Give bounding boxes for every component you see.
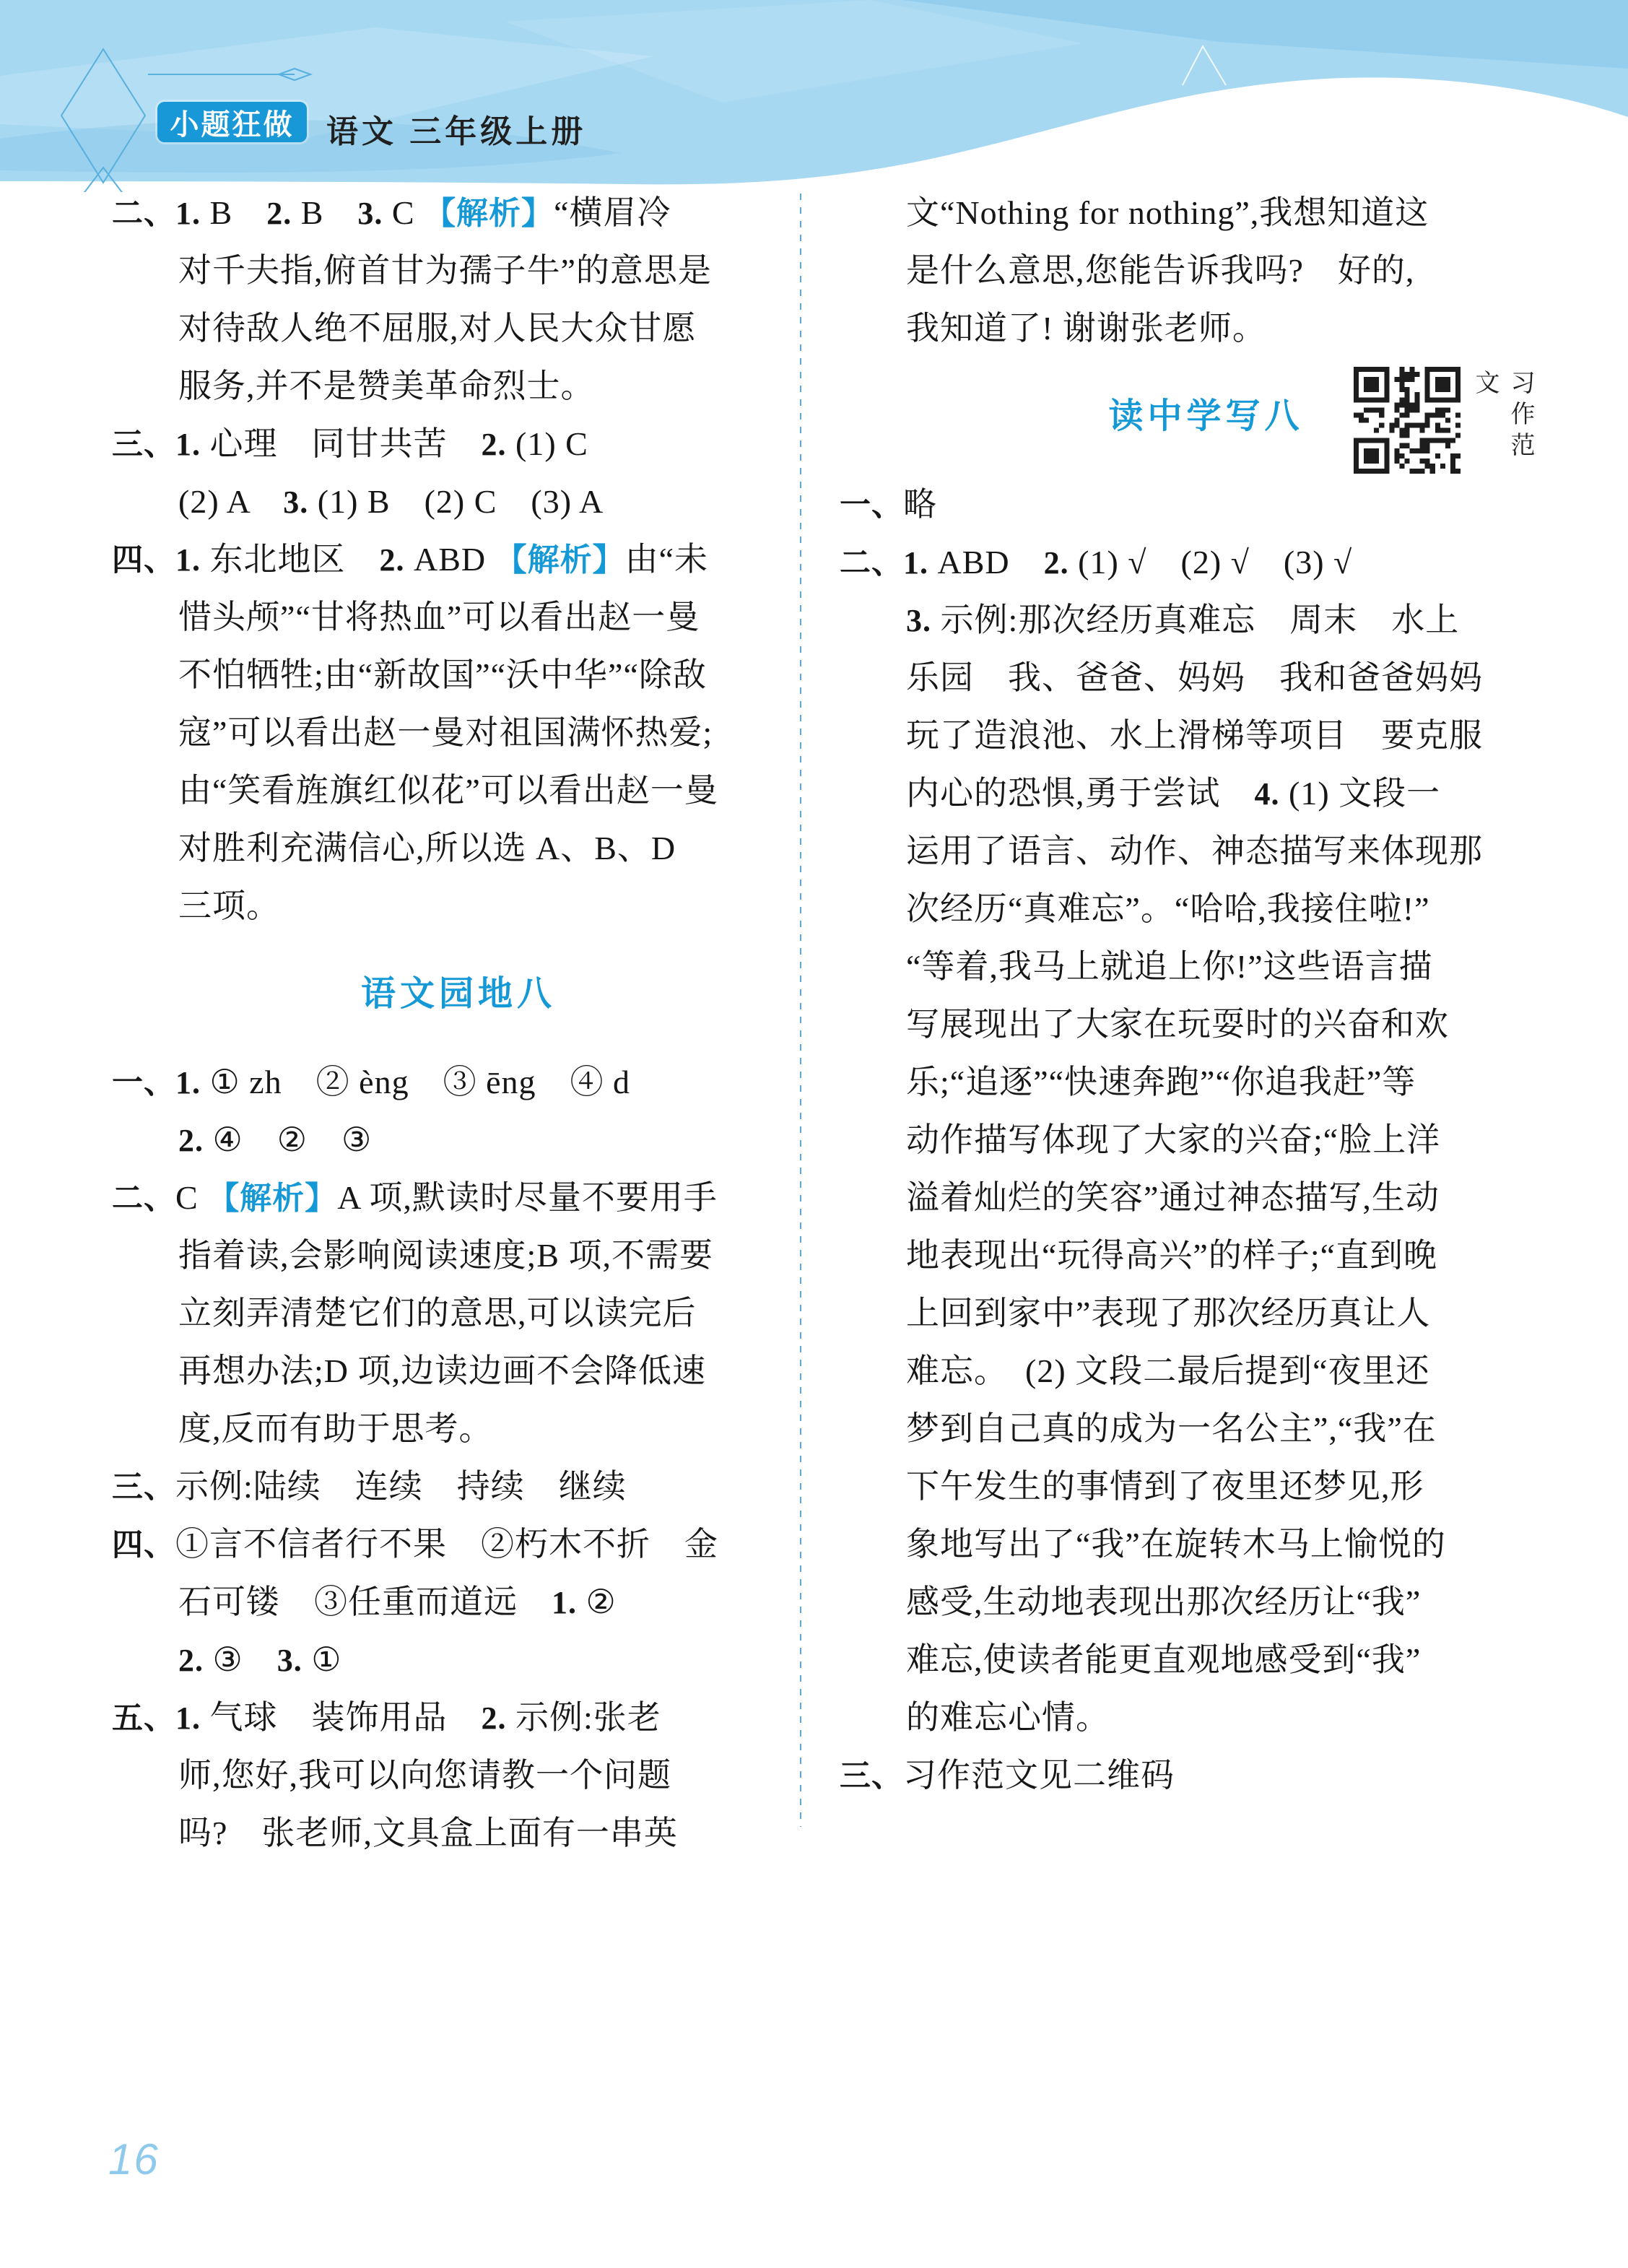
answer-text: 石可镂 ③任重而道远	[178, 1583, 552, 1620]
answer-text-line	[112, 1631, 805, 1689]
answer-text: ④ ② ③	[204, 1121, 373, 1158]
answer-text: (1) B (2) C (3) A	[308, 483, 604, 520]
answer-text: 1.	[903, 545, 928, 581]
answer-text: 2.	[178, 1643, 204, 1678]
answer-text: ①	[302, 1641, 342, 1678]
answer-text-line	[112, 1342, 805, 1400]
answer-text: 指着读,会影响阅读速度;B 项,不需要	[178, 1237, 713, 1274]
answer-text-line	[112, 1747, 805, 1804]
answer-text: 不怕牺牲;由“新故国”“沃中华”“除敌	[178, 656, 707, 693]
answer-text-line	[840, 1631, 1572, 1689]
answer-text-line	[840, 1342, 1572, 1400]
question-marker: 三、	[112, 427, 175, 462]
answer-text-line	[840, 1516, 1572, 1573]
answer-text-line	[840, 822, 1572, 880]
answer-text: 1.	[175, 542, 201, 578]
answer-text: 1.	[175, 196, 201, 231]
right-answer-column	[840, 184, 1572, 1804]
page-header-banner	[0, 0, 1628, 192]
answer-text: 3.	[283, 485, 309, 520]
answer-text-line	[840, 996, 1572, 1053]
answer-text: 写展现出了大家在玩耍时的兴奋和欢	[906, 1006, 1449, 1043]
answer-text: ① zh ② èng ③ ēng ④ d	[201, 1064, 630, 1100]
answer-text: 3.	[906, 603, 931, 638]
answer-text-line	[112, 300, 805, 357]
answer-text-line	[112, 1053, 805, 1111]
answer-text: 吗? 张老师,文具盒上面有一串英	[178, 1815, 678, 1851]
answer-text-line	[840, 1747, 1572, 1804]
answer-text-line	[112, 877, 805, 935]
answer-text: 立刻弄清楚它们的意思,可以读完后	[178, 1295, 697, 1331]
answer-text-line	[112, 184, 805, 242]
analysis-tag: 【解析】	[207, 1181, 338, 1216]
answer-text: 梦到自己真的成为一名公主”,“我”在	[906, 1410, 1437, 1447]
answer-text-line	[112, 473, 805, 531]
answer-text-line	[840, 1169, 1572, 1227]
answer-text-line	[112, 1804, 805, 1862]
answer-text: 惜头颅”“甘将热血”可以看出赵一曼	[178, 599, 700, 635]
answer-text-line	[112, 1111, 805, 1169]
answer-text: ③	[204, 1641, 277, 1678]
answer-text: ②	[577, 1583, 617, 1620]
answer-text: 上回到家中”表现了那次经历真让人	[906, 1295, 1431, 1331]
answer-text-line	[840, 1111, 1572, 1169]
answer-text: ①言不信者行不果 ②朽木不折 金	[175, 1526, 718, 1563]
answer-text: 动作描写体现了大家的兴奋;“脸上洋	[906, 1121, 1441, 1158]
answer-text-line	[112, 357, 805, 415]
answer-text: 寇”可以看出赵一曼对祖国满怀热爱;	[178, 714, 713, 751]
answer-text: 2.	[481, 1700, 507, 1736]
answer-text-line	[112, 646, 805, 704]
answer-text: 由“未	[624, 541, 709, 578]
qr-caption: 习作范文	[1471, 370, 1533, 463]
answer-text: 示例:那次经历真难忘 周末 水上	[931, 601, 1460, 638]
answer-text-line	[112, 588, 805, 646]
answer-text: 地表现出“玩得高兴”的样子;“直到晚	[906, 1237, 1438, 1274]
answer-text-line	[112, 1400, 805, 1458]
answer-text-line	[840, 707, 1572, 765]
answer-text: (1) 文段一	[1279, 775, 1441, 812]
answer-text-line	[840, 476, 1572, 534]
answer-text: “横眉冷	[554, 194, 671, 231]
answer-text: 的难忘心情。	[906, 1699, 1110, 1736]
answer-text: 难忘,使读者能更直观地感受到“我”	[906, 1641, 1422, 1678]
answer-text: 2.	[481, 427, 507, 462]
answer-text-line	[840, 1285, 1572, 1342]
answer-text: 溢着灿烂的笑容”通过神态描写,生动	[906, 1179, 1440, 1216]
answer-text-line	[112, 820, 805, 877]
answer-text-line	[112, 415, 805, 473]
answer-text: C	[383, 194, 425, 231]
answer-text-line	[112, 1689, 805, 1747]
answer-text: ABD	[928, 544, 1044, 581]
answer-text: 服务,并不是赞美革命烈士。	[178, 368, 595, 404]
answer-text: 1.	[175, 427, 201, 462]
question-marker: 一、	[840, 488, 903, 523]
answer-text-line	[840, 1689, 1572, 1747]
answer-text-line	[840, 765, 1572, 822]
answer-text: 度,反而有助于思考。	[178, 1410, 493, 1447]
answer-text: 对千夫指,俯首甘为孺子牛”的意思是	[178, 252, 712, 289]
answer-text-line	[840, 534, 1572, 591]
page-number: 16	[108, 2135, 160, 2184]
answer-text-line	[840, 649, 1572, 707]
answer-text: 3.	[357, 196, 383, 231]
answer-text: 我知道了! 谢谢张老师。	[906, 310, 1266, 347]
answer-text-line	[112, 242, 805, 300]
answer-text-line	[112, 531, 805, 588]
answer-text-line	[840, 1400, 1572, 1458]
answer-text: 略	[903, 486, 937, 523]
answer-text-line	[840, 591, 1572, 649]
question-marker: 二、	[112, 1181, 175, 1216]
answer-text: 2.	[379, 542, 405, 578]
answer-text: (1) √ (2) √ (3) √	[1068, 544, 1353, 581]
answer-text: 难忘。 (2) 文段二最后提到“夜里还	[906, 1352, 1430, 1389]
section-heading: 读中学写八	[1108, 397, 1304, 435]
answer-text-line	[112, 704, 805, 762]
answer-text: 东北地区	[201, 541, 380, 578]
answer-text: 2.	[266, 196, 292, 231]
question-marker: 一、	[112, 1066, 175, 1100]
answer-text: B	[292, 194, 358, 231]
answer-text: 2.	[1043, 545, 1069, 581]
answer-text: “等着,我马上就追上你!”这些语言描	[906, 948, 1433, 985]
answer-text: 3.	[277, 1643, 302, 1678]
answer-text: 象地写出了“我”在旋转木马上愉悦的	[906, 1526, 1446, 1563]
answer-text: A 项,默读时尽量不要用手	[337, 1179, 718, 1216]
qr-code	[1354, 367, 1461, 474]
question-marker: 三、	[112, 1470, 175, 1505]
answer-text-line	[840, 1053, 1572, 1111]
answer-text: 乐园 我、爸爸、妈妈 我和爸爸妈妈	[906, 659, 1483, 696]
answer-text: 文“Nothing for nothing”,我想知道这	[906, 194, 1429, 231]
left-answer-column	[112, 184, 805, 1862]
answer-text: 示例:张老	[506, 1699, 661, 1736]
question-marker: 四、	[112, 1528, 175, 1563]
answer-text: 示例:陆续 连续 持续 继续	[175, 1468, 627, 1505]
answer-text-line	[840, 184, 1572, 242]
answer-text-line	[112, 1285, 805, 1342]
answer-text: 运用了语言、动作、神态描写来体现那	[906, 833, 1483, 869]
answer-text-line	[112, 1169, 805, 1227]
answer-text-line	[840, 938, 1572, 996]
answer-text: 1.	[175, 1700, 201, 1736]
answer-text: 三项。	[178, 887, 280, 924]
answer-text-line	[112, 762, 805, 820]
analysis-tag: 【解析】	[495, 542, 625, 578]
answer-text: 内心的恐惧,勇于尝试	[906, 775, 1255, 812]
answer-text: B	[201, 194, 267, 231]
answer-text: 习作范文见二维码	[903, 1757, 1175, 1794]
question-marker: 三、	[840, 1759, 903, 1794]
answer-text: 再想办法;D 项,边读边画不会降低速	[178, 1352, 706, 1389]
answer-text: (1) C	[506, 425, 588, 462]
answer-text: 4.	[1254, 776, 1280, 812]
book-title: 语文 三年级上册	[326, 114, 587, 149]
answer-text-line	[112, 1458, 805, 1516]
question-marker: 四、	[112, 543, 175, 578]
analysis-tag: 【解析】	[424, 196, 554, 231]
answer-text-line	[840, 1458, 1572, 1516]
answer-text: 是什么意思,您能告诉我吗? 好的,	[906, 252, 1415, 289]
answer-text-line	[840, 880, 1572, 938]
section-heading: 语文园地八	[360, 975, 556, 1013]
answer-text-line	[112, 1227, 805, 1285]
answer-text: 1.	[552, 1585, 577, 1620]
answer-text: 感受,生动地表现出那次经历让“我”	[906, 1583, 1422, 1620]
answer-text: (2) A	[178, 483, 284, 520]
answer-text: 2.	[178, 1123, 204, 1158]
question-marker: 二、	[112, 196, 175, 231]
answer-text: 心理 同甘共苦	[201, 425, 482, 462]
answer-text-line	[840, 242, 1572, 300]
banner-wave-art	[0, 0, 1628, 192]
answer-text: 气球 装饰用品	[201, 1699, 482, 1736]
answer-text-line	[840, 300, 1572, 357]
answer-text: 1.	[175, 1065, 201, 1100]
answer-text: 对待敌人绝不屈服,对人民大众甘愿	[178, 310, 697, 347]
answer-text-line	[840, 1573, 1572, 1631]
question-marker: 五、	[112, 1701, 175, 1736]
answer-text: 由“笑看旌旗红似花”可以看出赵一曼	[178, 772, 718, 809]
answer-text: 师,您好,我可以向您请教一个问题	[178, 1757, 671, 1794]
answer-text-line	[840, 1227, 1572, 1285]
answer-text-line	[112, 1516, 805, 1573]
answer-text: 下午发生的事情到了夜里还梦见,形	[906, 1468, 1424, 1505]
answer-text: C	[175, 1179, 208, 1216]
answer-text: 次经历“真难忘”。“哈哈,我接住啦!”	[906, 890, 1430, 927]
answer-text-line	[112, 1573, 805, 1631]
answer-text: ABD	[404, 541, 495, 578]
answer-text: 乐;“追逐”“快速奔跑”“你追我赶”等	[906, 1064, 1416, 1100]
series-badge: 小题狂做	[157, 102, 307, 142]
question-marker: 二、	[840, 546, 903, 581]
answer-text: 对胜利充满信心,所以选 A、B、D	[178, 830, 676, 866]
answer-text: 玩了造浪池、水上滑梯等项目 要克服	[906, 717, 1483, 754]
